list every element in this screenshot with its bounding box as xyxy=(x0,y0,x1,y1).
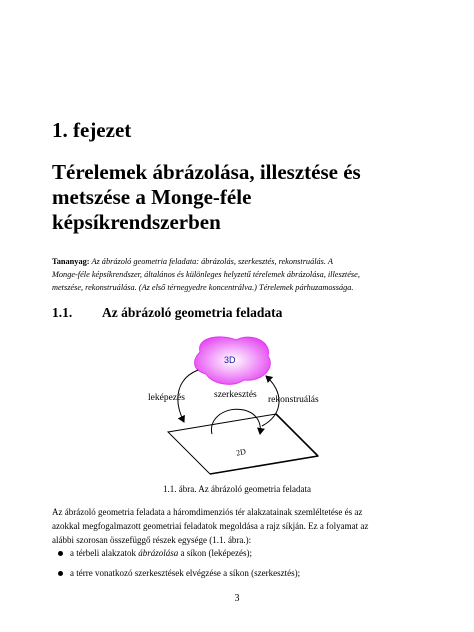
list-item-text-post: a síkon (leképezés); xyxy=(178,548,252,558)
chapter-title xyxy=(52,160,432,235)
middle-label: szerkesztés xyxy=(214,390,257,400)
abstract xyxy=(52,255,422,294)
chapter-title-line: képsíkrendszerben xyxy=(52,210,221,234)
abstract-line: Monge-féle képsíkrendszer, általános és különleges helyzetű térelemek ábrázolása, illesztése, xyxy=(52,270,360,279)
abstract-line xyxy=(52,255,422,268)
chapter-label: 1. fejezet xyxy=(52,118,132,142)
list-item-text-pre: a térre vonatkozó szerkesztések elvégzése a síkon (szerkesztés); xyxy=(70,568,301,578)
body-paragraph xyxy=(52,505,424,547)
body-line: alábbi szorosan összefüggő részek egysége (1.1. ábra.): xyxy=(52,535,252,545)
list-item xyxy=(52,566,424,586)
list-item xyxy=(52,546,424,566)
section-heading xyxy=(52,305,282,321)
plane-2d xyxy=(168,414,318,474)
body-line: Az ábrázoló geometria feladata a háromdimenziós tér alakzatainak szemléltetése és az xyxy=(52,507,363,517)
list-item-text-em: ábrázolása xyxy=(138,548,179,558)
chapter-title-line: metszése a Monge-féle xyxy=(52,185,252,209)
bullet-icon xyxy=(58,571,63,576)
section-title: Az ábrázoló geometria feladata xyxy=(102,305,283,320)
abstract-line: metszése, rekonstruálása. (Az első térnegyedre koncentrálva.) Térelemek párhuzamossága. xyxy=(52,283,354,292)
abstract-label: Tananyag: xyxy=(52,257,90,266)
plane-label: 2D xyxy=(235,446,247,458)
right-arrow-label: rekonstruálás xyxy=(268,395,319,405)
list-item-text-pre: a térbeli alakzatok xyxy=(70,548,139,558)
bullet-icon xyxy=(58,551,63,556)
figure-diagram xyxy=(0,330,474,480)
figure xyxy=(0,330,474,480)
section-number: 1.1. xyxy=(52,305,73,320)
page-number: 3 xyxy=(234,593,240,604)
figure-caption: 1.1. ábra. Az ábrázoló geometria feladata xyxy=(163,484,311,494)
chapter-title-line: Térelemek ábrázolása, illesztése és xyxy=(52,160,361,184)
bullet-list xyxy=(52,546,424,586)
abstract-text: Az ábrázoló geometria feladata: ábrázolás, szerkesztés, rekonstruálás. A xyxy=(89,257,333,266)
left-arrow-label: leképezés xyxy=(148,393,185,403)
blob-label: 3D xyxy=(224,355,236,365)
body-line: azokkal megfogalmazott geometriai feladatok megoldása a rajz síkján. Ez a folyamat az xyxy=(52,521,369,531)
